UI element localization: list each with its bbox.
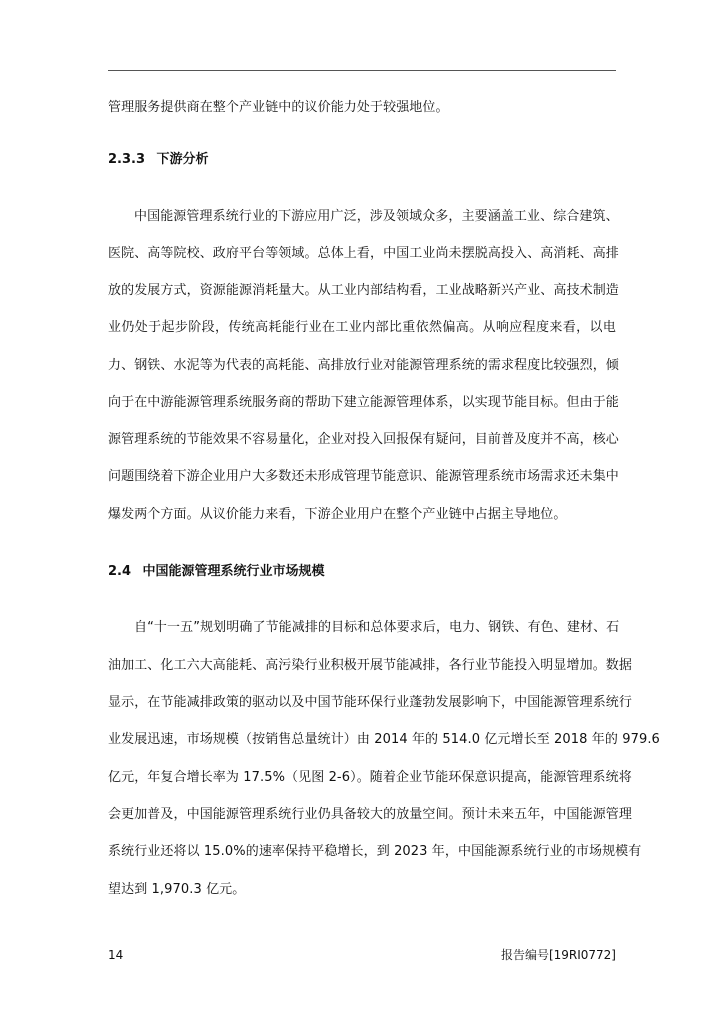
paragraph-line: 业仍处于起步阶段，传统高耗能行业在工业内部比重依然偏高。从响应程度来看，以电 bbox=[108, 320, 616, 335]
section-title: 下游分析 bbox=[156, 152, 209, 167]
paragraph-line: 放的发展方式，资源能源消耗量大。从工业内部结构看，工业战略新兴产业、高技术制造 bbox=[108, 283, 619, 298]
section-title: 中国能源管理系统行业市场规模 bbox=[142, 564, 325, 579]
continuation-line: 管理服务提供商在整个产业链中的议价能力处于较强地位。 bbox=[108, 100, 449, 115]
paragraph-line: 亿元，年复合增长率为 17.5%（见图 2-6）。随着企业节能环保意识提高，能源管理系统将 bbox=[108, 770, 632, 785]
paragraph-line: 源管理系统的节能效果不容易量化，企业对投入回报保有疑问，目前普及度并不高，核心 bbox=[108, 432, 619, 447]
paragraph-line: 会更加普及，中国能源管理系统行业仍具备较大的放量空间。预计未来五年，中国能源管理 bbox=[108, 807, 633, 822]
section-heading-2-3-3 bbox=[108, 152, 209, 168]
report-id: 报告编号[19RI0772] bbox=[500, 948, 616, 962]
paragraph-line: 油加工、化工六大高能耗、高污染行业积极开展节能减排，各行业节能投入明显增加。数据 bbox=[108, 658, 633, 673]
section-number: 2.3.3 bbox=[108, 152, 146, 167]
paragraph-line: 医院、高等院校、政府平台等领域。总体上看，中国工业尚未摆脱高投入、高消耗、高排 bbox=[108, 246, 619, 261]
section-number: 2.4 bbox=[108, 564, 132, 579]
section-heading-2-4 bbox=[108, 564, 325, 580]
paragraph-line: 显示，在节能减排政策的驱动以及中国节能环保行业蓬勃发展影响下，中国能源管理系统行 bbox=[108, 695, 633, 710]
paragraph-line: 望达到 1,970.3 亿元。 bbox=[108, 882, 246, 897]
page-number: 14 bbox=[108, 948, 124, 962]
paragraph-line: 自“十一五”规划明确了节能减排的目标和总体要求后，电力、钢铁、有色、建材、石 bbox=[134, 620, 620, 635]
header-rule bbox=[108, 70, 616, 71]
paragraph-line: 问题围绕着下游企业用户大多数还未形成管理节能意识、能源管理系统市场需求还未集中 bbox=[108, 469, 619, 484]
paragraph-line: 力、钢铁、水泥等为代表的高耗能、高排放行业对能源管理系统的需求程度比较强烈，倾 bbox=[108, 358, 619, 373]
paragraph-line: 中国能源管理系统行业的下游应用广泛，涉及领域众多，主要涵盖工业、综合建筑、 bbox=[134, 209, 619, 224]
paragraph-line: 爆发两个方面。从议价能力来看，下游企业用户在整个产业链中占据主导地位。 bbox=[108, 507, 567, 522]
paragraph-line: 向于在中游能源管理系统服务商的帮助下建立能源管理体系，以实现节能目标。但由于能 bbox=[108, 395, 619, 410]
paragraph-line: 业发展迅速，市场规模（按销售总量统计）由 2014 年的 514.0 亿元增长至 2018 年的 979.6 bbox=[108, 732, 660, 747]
paragraph-line: 系统行业还将以 15.0%的速率保持平稳增长，到 2023 年，中国能源系统行业的市场规模有 bbox=[108, 844, 642, 859]
